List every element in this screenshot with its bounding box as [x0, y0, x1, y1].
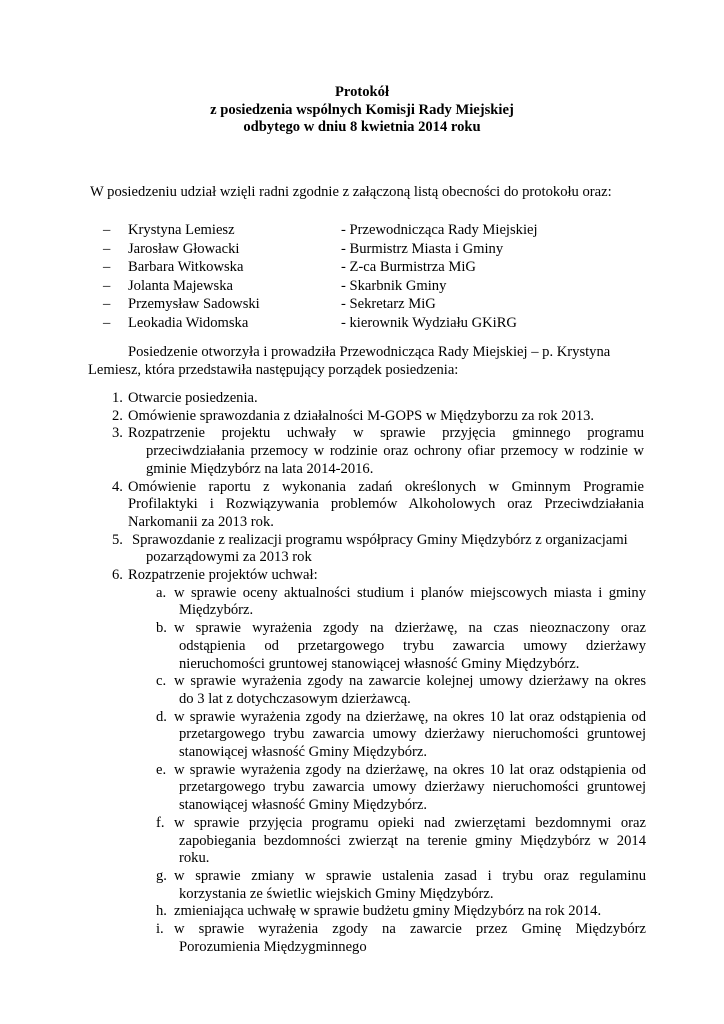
agenda-item [112, 390, 644, 408]
sub-letter: e. [156, 761, 167, 778]
agenda-number: 5. [112, 531, 123, 548]
agenda-text: Otwarcie posiedzenia. [128, 390, 258, 406]
sub-text: przetargowego trybu zawarcia umowy dzierżawy nieruchomości gruntowej [179, 726, 646, 743]
sub-text: w sprawie przyjęcia programu opieki nad zwierzętami bezdomnymi oraz [174, 814, 646, 831]
attendee-row [103, 315, 663, 334]
sub-item [156, 585, 646, 620]
resolution-sublist [156, 585, 646, 957]
sub-item [156, 620, 646, 673]
sub-text: w sprawie wyrażenia zgody na zawarcie kolejnej umowy dzierżawy na okres [174, 673, 646, 690]
document-title [0, 84, 724, 137]
attendee-name: Krystyna Lemiesz [128, 222, 235, 238]
sub-text: w sprawie wyrażenia zgody na dzierżawę, na okres 10 lat oraz odstąpienia od [174, 761, 646, 778]
sub-text: zapobiegania bezdomności zwierząt na terenie gminy Międzybórz w 2014 [179, 832, 646, 849]
attendee-row [103, 296, 663, 315]
sub-item [156, 673, 646, 708]
agenda-number: 2. [112, 407, 123, 424]
sub-text: w sprawie wyrażenia zgody na zawarcie przez Gminę Międzybórz [174, 921, 646, 938]
attendee-name: Jarosław Głowacki [128, 240, 240, 257]
list-dash: – [103, 222, 111, 238]
agenda-item [112, 408, 644, 426]
title-line-1: Protokół [334, 84, 390, 100]
sub-letter: h. [156, 903, 167, 920]
agenda-number: 1. [112, 390, 123, 406]
attendee-name: Przemysław Sadowski [128, 296, 260, 312]
attendee-role: - Przewodnicząca Rady Miejskiej [341, 222, 538, 238]
sub-text: roku. [179, 850, 210, 867]
agenda-text: Rozpatrzenie projektów uchwał: [128, 567, 318, 584]
sub-text: odstąpienia od przetargowego trybu zawarcia umowy dzierżawy [179, 637, 646, 654]
attendee-name: Jolanta Majewska [128, 277, 233, 294]
opening-paragraph [88, 344, 643, 379]
attendee-row [103, 278, 663, 297]
agenda-number: 4. [112, 478, 123, 495]
opening-line-2: Lemiesz, która przedstawiła następujący porządek posiedzenia: [88, 361, 459, 378]
sub-text: w sprawie zmiany w sprawie ustalenia zasad i trybu oraz regulaminu [174, 867, 646, 884]
sub-text: przetargowego trybu zawarcia umowy dzierżawy nieruchomości gruntowej [179, 779, 646, 796]
agenda-text: Omówienie sprawozdania z działalności M-GOPS w Międzyborzu za rok 2013. [128, 407, 595, 424]
attendee-row [103, 222, 663, 241]
intro-paragraph: W posiedzeniu udział wzięli radni zgodnie z załączoną listą obecności do protokołu oraz: [90, 184, 612, 200]
agenda-text: Sprawozdanie z realizacji programu współpracy Gminy Międzybórz z organizacjami [132, 531, 628, 548]
sub-letter: g. [156, 867, 167, 884]
sub-text: do 3 lat z dotychczasowym dzierżawcą. [179, 690, 411, 707]
agenda-number: 3. [112, 425, 123, 442]
list-dash: – [103, 277, 111, 294]
sub-item [156, 903, 646, 921]
sub-text: w sprawie wyrażenia zgody na dzierżawę, na czas nieoznaczony oraz [174, 620, 646, 637]
attendee-row [103, 241, 663, 260]
agenda-list [112, 390, 644, 957]
sub-letter: a. [156, 584, 167, 601]
attendee-role: - Burmistrz Miasta i Gminy [341, 240, 504, 257]
list-dash: – [103, 296, 111, 312]
agenda-item [112, 567, 644, 585]
sub-text: korzystania ze świetlic wiejskich Gminy Międzybórz. [179, 885, 494, 902]
sub-letter: b. [156, 620, 167, 637]
attendee-name: Leokadia Widomska [128, 314, 249, 331]
opening-line-1: Posiedzenie otworzyła i prowadziła Przewodnicząca Rady Miejskiej – p. Krystyna [128, 344, 611, 360]
agenda-item [112, 425, 644, 478]
sub-text: w sprawie wyrażenia zgody na dzierżawę, na okres 10 lat oraz odstąpienia od [174, 708, 646, 725]
sub-letter: c. [156, 673, 167, 690]
attendee-row [103, 259, 663, 278]
agenda-text: przeciwdziałania przemocy w rodzinie oraz ochrony ofiar przemocy w rodzinie w [146, 443, 644, 460]
sub-letter: i. [156, 921, 164, 938]
sub-letter: f. [156, 814, 165, 831]
list-dash: – [103, 314, 111, 331]
attendee-list [103, 222, 663, 333]
sub-text: w sprawie oceny aktualności studium i planów miejscowych miasta i gminy [174, 584, 646, 601]
sub-item [156, 921, 646, 956]
sub-item [156, 815, 646, 868]
agenda-text: pozarządowymi za 2013 rok [146, 549, 312, 566]
sub-item [156, 762, 646, 815]
agenda-text: Narkomanii za 2013 rok. [128, 513, 274, 530]
sub-text: stanowiącej własność Gminy Międzybórz. [179, 744, 428, 761]
agenda-text: Profilaktyki i Rozwiązywania problemów Alkoholowych oraz Przeciwdziałania [128, 496, 644, 513]
agenda-item [112, 479, 644, 532]
attendee-role: - Skarbnik Gminy [341, 277, 447, 294]
agenda-item [112, 532, 644, 567]
agenda-text: Omówienie raportu z wykonania zadań określonych w Gminnym Programie [128, 478, 644, 495]
agenda-text: gminie Międzybórz na lata 2014-2016. [146, 460, 374, 477]
attendee-role: - Sekretarz MiG [341, 296, 436, 312]
attendee-name: Barbara Witkowska [128, 259, 244, 275]
sub-text: stanowiącej własność Gminy Międzybórz. [179, 797, 428, 814]
sub-item [156, 868, 646, 903]
list-dash: – [103, 240, 111, 257]
title-line-2: z posiedzenia wspólnych Komisji Rady Miejskiej [210, 101, 514, 118]
attendee-role: - Z-ca Burmistrza MiG [341, 259, 476, 275]
sub-text: zmieniająca uchwałę w sprawie budżetu gminy Międzybórz na rok 2014. [174, 903, 602, 920]
agenda-text: Rozpatrzenie projektu uchwały w sprawie przyjęcia gminnego programu [128, 425, 644, 442]
list-dash: – [103, 259, 111, 275]
title-line-3: odbytego w dniu 8 kwietnia 2014 roku [243, 119, 481, 135]
sub-letter: d. [156, 708, 167, 725]
sub-text: Międzybórz. [179, 602, 254, 619]
agenda-number: 6. [112, 567, 123, 584]
sub-text: nieruchomości gruntowej stanowiącej własność Gminy Międzybórz. [179, 655, 580, 672]
attendee-role: - kierownik Wydziału GKiRG [341, 314, 517, 331]
sub-item [156, 709, 646, 762]
sub-text: Porozumienia Międzygminnego [179, 938, 367, 955]
